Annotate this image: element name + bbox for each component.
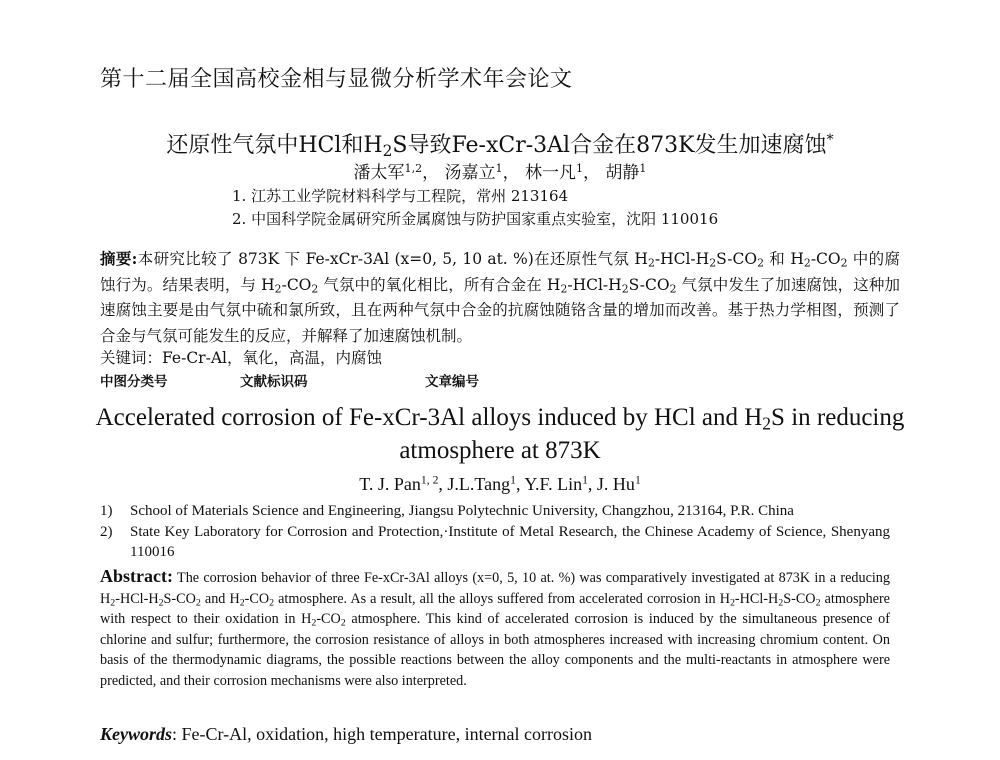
abstract-text: -HCl-H <box>654 250 710 268</box>
author-name: 林一凡 <box>524 163 576 183</box>
chinese-title-footnote-mark: * <box>826 132 834 149</box>
chinese-title-subscript: 2 <box>382 141 393 160</box>
author-affil-mark: 1,2 <box>404 161 423 175</box>
abstract-text: -HCl-H <box>734 590 779 607</box>
author-name: T. J. Pan <box>359 474 421 494</box>
author-affil-mark: 1 <box>510 473 516 487</box>
subscript: 2 <box>560 282 568 296</box>
english-title-part: S in reducing atmosphere at 873K <box>399 404 905 464</box>
chinese-title <box>0 128 1000 159</box>
affiliation-text: State Key Laboratory for Corrosion and Protection,·Institute of Metal Research, the Chinese Academy of Science, Shenyang 110016 <box>130 524 890 560</box>
chinese-keywords: 关键词：Fe-Cr-Al，氧化，高温，内腐蚀 <box>100 349 382 367</box>
author-affil-mark: 1 <box>634 473 641 487</box>
abstract-text: S-CO <box>716 250 758 268</box>
abstract-text: atmosphere with respect to their oxidation in H <box>100 590 890 627</box>
subscript: 2 <box>239 596 245 608</box>
abstract-text: 气氛中的氧化相比，所有合金在 H <box>318 275 561 294</box>
classification-number-label: 中图分类号 <box>100 374 168 390</box>
conference-series-title: 第十二届全国高校金相与显微分析学术年会论文 <box>100 67 573 92</box>
document-code-label: 文献标识码 <box>240 374 308 390</box>
chinese-affiliation-2: 2. 中国科学院金属研究所金属腐蚀与防护国家重点实验室，沈阳 110016 <box>232 210 719 228</box>
author-separator: ， <box>583 163 600 183</box>
author-affil-mark: 1 <box>495 161 503 175</box>
subscript: 2 <box>274 282 282 296</box>
subscript: 2 <box>803 256 811 270</box>
author-name: , J.L.Tang <box>438 474 511 494</box>
author-separator: ， <box>422 163 440 183</box>
english-abstract <box>100 566 890 691</box>
abstract-text: atmosphere. This kind of accelerated corrosion is induced by the simultaneous presence of chlorine and sulfur; furthermore, the corrosion resistance of alloys in both atmospheres increased with increasing chromium content. On basis of the thermodynamic diagrams, the possible reactions between the alloy components and the multi-reactants in atmosphere were predicted, and their corrosion mechanisms were also interpreted. <box>100 611 890 689</box>
affiliation-number: 1) <box>100 503 113 519</box>
subscript: 2 <box>729 596 735 608</box>
english-affiliation-1 <box>100 501 890 521</box>
subscript: 2 <box>778 596 784 608</box>
subscript: 2 <box>669 282 677 296</box>
subscript: 2 <box>815 596 821 608</box>
subscript: 2 <box>340 617 346 629</box>
author-name: 胡静 <box>605 163 640 183</box>
english-title <box>60 401 940 467</box>
english-abstract-label: Abstract: <box>100 566 173 586</box>
abstract-text: 本研究比较了 873K 下 Fe-xCr-3Al (x=0, 5, 10 at. %)在还原性气氛 H <box>137 250 648 268</box>
article-number-label: 文章编号 <box>425 374 479 390</box>
chinese-authors <box>0 158 1000 183</box>
abstract-text: 中的腐蚀行为。结果表明，与 H <box>100 250 900 294</box>
abstract-text: -CO <box>244 590 270 607</box>
english-keywords <box>100 724 592 745</box>
english-authors <box>0 474 1000 495</box>
subscript: 2 <box>269 596 275 608</box>
subscript: 2 <box>311 617 317 629</box>
english-keywords-text: : Fe-Cr-Al, oxidation, high temperature, internal corrosion <box>172 724 593 744</box>
author-affil-mark: 1 <box>639 161 647 175</box>
abstract-text: atmosphere. As a result, all the alloys suffered from accelerated corrosion in H <box>274 590 730 607</box>
subscript: 2 <box>195 596 201 608</box>
abstract-text: S-CO <box>783 590 816 607</box>
subscript: 2 <box>158 596 164 608</box>
chinese-title-part: S导致Fe-xCr-3Al合金在873K发生加速腐蚀 <box>392 133 827 158</box>
affiliation-text: School of Materials Science and Engineering, Jiangsu Polytechnic University, Changzhou, 213164, P.R. China <box>130 503 794 519</box>
english-affiliation-2 <box>100 522 890 562</box>
author-name: 汤嘉立 <box>444 163 496 183</box>
author-affil-mark: 1, 2 <box>420 473 439 487</box>
abstract-text: S-CO <box>628 275 670 294</box>
subscript: 2 <box>757 256 764 270</box>
abstract-text: S-CO <box>163 590 196 607</box>
author-separator: ， <box>502 163 520 183</box>
abstract-text: -CO <box>281 275 312 294</box>
abstract-text: 气氛中发生了加速腐蚀，这种加速腐蚀主要是由气氛中硫和氯所致，且在两种气氛中合金的抗腐蚀随铬含量的增加而改善。基于热力学相图，预测了合金与气氛可能发生的反应，并解释了加速腐蚀机制。 <box>100 275 900 345</box>
author-name: 潘太军 <box>353 163 405 183</box>
chinese-abstract <box>100 246 900 349</box>
subscript: 2 <box>311 282 319 296</box>
chinese-affiliation-1: 1. 江苏工业学院材料科学与工程院，常州 213164 <box>232 187 569 205</box>
chinese-title-part: 还原性气氛中HCl和H <box>166 133 383 158</box>
abstract-text: -CO <box>810 250 841 268</box>
subscript: 2 <box>110 596 116 608</box>
chinese-abstract-label: 摘要: <box>100 249 138 268</box>
subscript: 2 <box>709 256 717 270</box>
english-title-part: Accelerated corrosion of Fe-xCr-3Al alloys induced by HCl and H <box>95 404 763 431</box>
abstract-text: 和 H <box>764 250 804 268</box>
subscript: 2 <box>840 256 848 270</box>
affiliation-number: 2) <box>100 524 113 540</box>
subscript: 2 <box>621 282 629 296</box>
author-affil-mark: 1 <box>575 161 583 175</box>
abstract-text: -CO <box>316 611 341 627</box>
english-keywords-label: Keywords <box>100 724 172 744</box>
author-name: , Y.F. Lin <box>516 474 583 494</box>
abstract-text: and H <box>200 590 240 607</box>
abstract-text: -HCl-H <box>115 590 159 607</box>
subscript: 2 <box>647 256 655 270</box>
abstract-text: The corrosion behavior of three Fe-xCr-3Al alloys (x=0, 5, 10 at. %) was comparatively investigated at 873K in a reducing H <box>100 570 890 607</box>
english-title-subscript: 2 <box>762 413 772 434</box>
author-affil-mark: 1 <box>582 473 588 487</box>
abstract-text: -HCl-H <box>567 275 622 294</box>
author-name: , J. Hu <box>587 474 635 494</box>
